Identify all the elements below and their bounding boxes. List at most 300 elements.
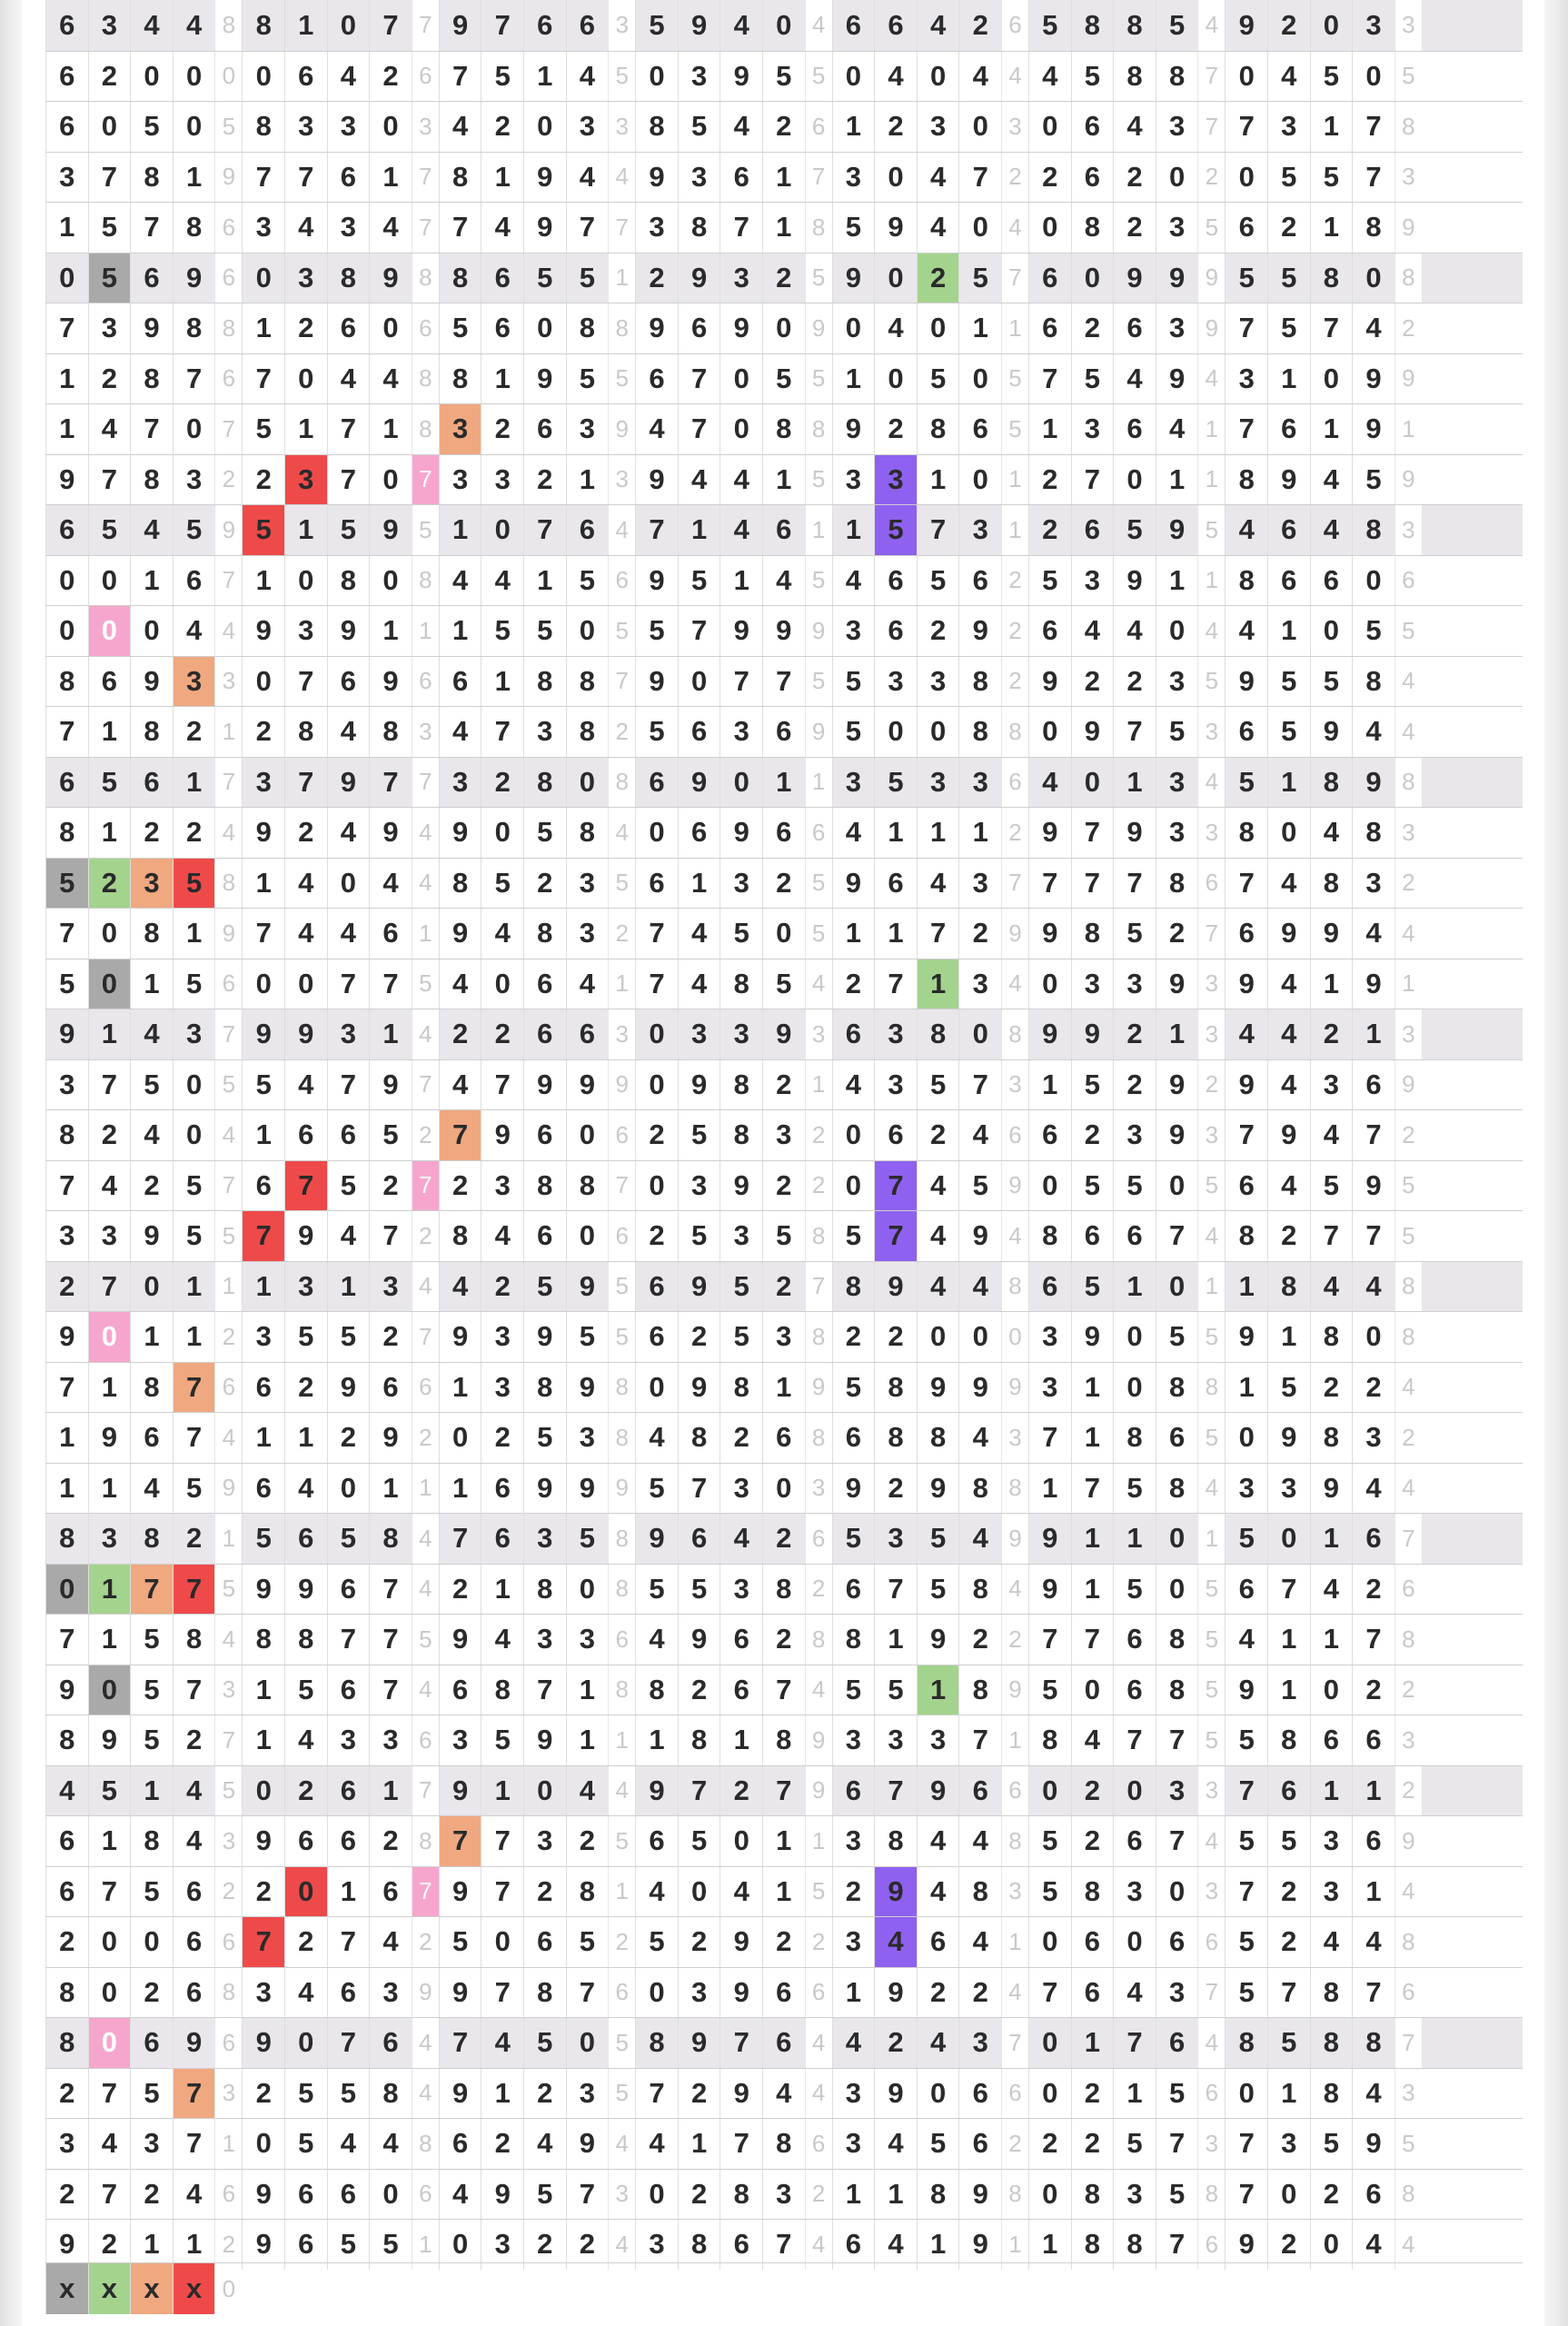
grid-cell[interactable]: 7 bbox=[369, 758, 412, 808]
grid-cell[interactable]: 7 bbox=[481, 1060, 523, 1110]
grid-cell[interactable]: 0 bbox=[523, 303, 566, 353]
grid-cell[interactable]: 6 bbox=[45, 0, 88, 51]
grid-cell[interactable]: 4 bbox=[1310, 455, 1353, 505]
grid-cell[interactable]: 4 bbox=[284, 859, 327, 909]
grid-cell[interactable]: 8 bbox=[130, 354, 173, 404]
grid-cell[interactable]: 0 bbox=[88, 1917, 131, 1967]
grid-cell[interactable]: 3 bbox=[1071, 404, 1114, 454]
grid-cell[interactable]: 1 bbox=[1156, 455, 1198, 505]
grid-cell[interactable]: 6 bbox=[130, 2018, 173, 2068]
grid-cell[interactable]: 0 bbox=[635, 52, 678, 102]
grid-cell[interactable]: 5 bbox=[173, 959, 215, 1009]
grid-cell[interactable]: 0 bbox=[1310, 354, 1353, 404]
grid-cell[interactable]: 4 bbox=[1113, 606, 1156, 656]
grid-cell[interactable]: 7 bbox=[481, 1968, 523, 2018]
grid-cell[interactable]: 7 bbox=[130, 203, 173, 253]
grid-cell[interactable]: 0 bbox=[762, 303, 805, 353]
grid-cell[interactable]: 5 bbox=[1028, 0, 1071, 51]
grid-cell[interactable]: 5 bbox=[1225, 1514, 1267, 1564]
grid-cell[interactable]: 6 bbox=[1352, 2170, 1394, 2220]
grid-cell[interactable]: 0 bbox=[1267, 1514, 1310, 1564]
grid-cell[interactable]: 7 bbox=[439, 203, 481, 253]
grid-cell[interactable]: 4 bbox=[678, 959, 720, 1009]
grid-cell[interactable]: 7 bbox=[1156, 2220, 1198, 2270]
grid-cell[interactable]: 4 bbox=[130, 1464, 173, 1514]
grid-cell[interactable]: 6 bbox=[719, 1665, 762, 1715]
grid-cell[interactable]: 5 bbox=[523, 808, 566, 858]
grid-cell[interactable]: 0 bbox=[1310, 0, 1353, 51]
grid-cell[interactable]: 9 bbox=[1267, 1413, 1310, 1463]
grid-cell[interactable]: 0 bbox=[1310, 1665, 1353, 1715]
grid-cell[interactable]: 0 bbox=[1352, 1312, 1394, 1362]
grid-cell[interactable]: 5 bbox=[678, 1110, 720, 1160]
grid-cell[interactable]: 9 bbox=[242, 1565, 284, 1615]
grid-cell[interactable]: 0 bbox=[1156, 606, 1198, 656]
grid-cell[interactable]: 5 bbox=[566, 253, 609, 303]
grid-cell[interactable]: 4 bbox=[284, 1464, 327, 1514]
grid-cell[interactable]: 2 bbox=[762, 102, 805, 152]
grid-cell[interactable]: 5 bbox=[1028, 1816, 1071, 1866]
grid-cell[interactable]: 0 bbox=[1267, 808, 1310, 858]
grid-cell[interactable]: 2 bbox=[481, 404, 523, 454]
grid-cell[interactable]: 3 bbox=[762, 1312, 805, 1362]
grid-cell[interactable]: 7 bbox=[1225, 1766, 1267, 1816]
grid-cell[interactable]: 3 bbox=[1310, 1816, 1353, 1866]
grid-cell[interactable]: 0 bbox=[917, 303, 959, 353]
grid-cell[interactable]: 9 bbox=[1156, 1060, 1198, 1110]
grid-cell[interactable]: 9 bbox=[369, 505, 412, 555]
grid-cell[interactable]: 3 bbox=[45, 1211, 88, 1261]
grid-cell[interactable]: 0 bbox=[566, 1565, 609, 1615]
grid-cell[interactable]: 0 bbox=[762, 909, 805, 959]
grid-cell[interactable]: 6 bbox=[327, 1968, 370, 2018]
grid-cell[interactable]: 6 bbox=[874, 556, 917, 606]
grid-cell[interactable]: 9 bbox=[242, 2220, 284, 2270]
grid-cell[interactable]: 8 bbox=[1225, 2018, 1267, 2068]
grid-cell[interactable]: 9 bbox=[1352, 2119, 1394, 2169]
grid-cell[interactable]: 9 bbox=[130, 1211, 173, 1261]
grid-cell[interactable]: 9 bbox=[678, 1615, 720, 1665]
grid-cell[interactable]: 6 bbox=[874, 1110, 917, 1160]
grid-cell[interactable]: 7 bbox=[88, 153, 131, 203]
grid-cell[interactable]: 3 bbox=[678, 1161, 720, 1211]
grid-cell[interactable]: 8 bbox=[1310, 1413, 1353, 1463]
grid-cell[interactable]: 6 bbox=[958, 2069, 1001, 2119]
grid-cell[interactable]: 7 bbox=[1310, 1211, 1353, 1261]
grid-cell[interactable]: 1 bbox=[1267, 1665, 1310, 1715]
grid-cell[interactable]: 9 bbox=[719, 606, 762, 656]
grid-cell[interactable]: 2 bbox=[1071, 657, 1114, 707]
grid-cell[interactable]: 1 bbox=[762, 1867, 805, 1917]
grid-cell[interactable]: 3 bbox=[719, 1009, 762, 1059]
grid-cell[interactable]: 2 bbox=[1071, 1766, 1114, 1816]
grid-cell[interactable]: 7 bbox=[1352, 1968, 1394, 2018]
grid-cell[interactable]: 0 bbox=[130, 52, 173, 102]
grid-cell[interactable]: 7 bbox=[242, 909, 284, 959]
grid-cell[interactable]: 9 bbox=[439, 1766, 481, 1816]
grid-cell[interactable]: 1 bbox=[481, 354, 523, 404]
grid-cell[interactable]: 9 bbox=[439, 1312, 481, 1362]
grid-cell[interactable]: 9 bbox=[439, 909, 481, 959]
grid-cell[interactable]: 5 bbox=[1310, 2119, 1353, 2169]
grid-cell[interactable]: 7 bbox=[327, 2018, 370, 2068]
grid-cell[interactable]: 8 bbox=[327, 556, 370, 606]
footer-cell[interactable]: x bbox=[130, 2263, 173, 2314]
grid-cell[interactable]: 9 bbox=[874, 203, 917, 253]
grid-cell[interactable]: 3 bbox=[635, 203, 678, 253]
grid-cell[interactable]: 4 bbox=[832, 556, 875, 606]
grid-cell[interactable]: 4 bbox=[481, 1615, 523, 1665]
grid-cell[interactable]: 2 bbox=[832, 1867, 875, 1917]
grid-cell[interactable]: 7 bbox=[439, 1110, 481, 1160]
grid-cell[interactable]: 5 bbox=[762, 1211, 805, 1261]
grid-cell[interactable]: 4 bbox=[45, 1766, 88, 1816]
grid-cell[interactable]: 9 bbox=[1267, 455, 1310, 505]
grid-cell[interactable]: 3 bbox=[917, 1715, 959, 1765]
grid-cell[interactable]: 3 bbox=[566, 859, 609, 909]
grid-cell[interactable]: 6 bbox=[369, 2018, 412, 2068]
grid-cell[interactable]: 9 bbox=[1028, 808, 1071, 858]
grid-cell[interactable]: 2 bbox=[523, 455, 566, 505]
grid-cell[interactable]: 1 bbox=[874, 909, 917, 959]
grid-cell[interactable]: 6 bbox=[1225, 1565, 1267, 1615]
grid-cell[interactable]: 3 bbox=[439, 758, 481, 808]
grid-cell[interactable]: 9 bbox=[1267, 1110, 1310, 1160]
grid-cell[interactable]: 0 bbox=[917, 1312, 959, 1362]
grid-cell[interactable]: 3 bbox=[1071, 556, 1114, 606]
grid-cell[interactable]: 5 bbox=[566, 1312, 609, 1362]
grid-cell[interactable]: 6 bbox=[327, 1816, 370, 1866]
grid-cell[interactable]: 3 bbox=[719, 1565, 762, 1615]
grid-cell[interactable]: 1 bbox=[481, 1766, 523, 1816]
grid-cell[interactable]: 5 bbox=[1225, 758, 1267, 808]
grid-cell[interactable]: 7 bbox=[439, 1816, 481, 1866]
grid-cell[interactable]: 9 bbox=[242, 2170, 284, 2220]
grid-cell[interactable]: 6 bbox=[635, 1312, 678, 1362]
grid-cell[interactable]: 8 bbox=[45, 1968, 88, 2018]
grid-cell[interactable]: 5 bbox=[1071, 354, 1114, 404]
grid-cell[interactable]: 3 bbox=[45, 2119, 88, 2169]
grid-cell[interactable]: 8 bbox=[369, 2069, 412, 2119]
grid-cell[interactable]: 2 bbox=[917, 1968, 959, 2018]
grid-cell[interactable]: 2 bbox=[1071, 303, 1114, 353]
grid-cell[interactable]: 4 bbox=[1225, 1009, 1267, 1059]
grid-cell[interactable]: 7 bbox=[1071, 455, 1114, 505]
grid-cell[interactable]: 2 bbox=[284, 1766, 327, 1816]
grid-cell[interactable]: 1 bbox=[678, 2119, 720, 2169]
grid-cell[interactable]: 9 bbox=[635, 657, 678, 707]
grid-cell[interactable]: 1 bbox=[1028, 404, 1071, 454]
grid-cell[interactable]: 9 bbox=[832, 859, 875, 909]
grid-cell[interactable]: 2 bbox=[481, 758, 523, 808]
grid-cell[interactable]: 5 bbox=[917, 1565, 959, 1615]
grid-cell[interactable]: 9 bbox=[523, 203, 566, 253]
grid-cell[interactable]: 3 bbox=[439, 404, 481, 454]
grid-cell[interactable]: 9 bbox=[242, 2018, 284, 2068]
grid-cell[interactable]: 1 bbox=[523, 52, 566, 102]
grid-cell[interactable]: 0 bbox=[242, 1766, 284, 1816]
grid-cell[interactable]: 5 bbox=[327, 2220, 370, 2270]
grid-cell[interactable]: 6 bbox=[678, 808, 720, 858]
grid-cell[interactable]: 7 bbox=[1156, 1211, 1198, 1261]
grid-cell[interactable]: 2 bbox=[369, 1312, 412, 1362]
grid-cell[interactable]: 2 bbox=[284, 1917, 327, 1967]
grid-cell[interactable]: 9 bbox=[1156, 505, 1198, 555]
grid-cell[interactable]: 0 bbox=[1028, 959, 1071, 1009]
grid-cell[interactable]: 6 bbox=[481, 303, 523, 353]
grid-cell[interactable]: 6 bbox=[523, 1110, 566, 1160]
grid-cell[interactable]: 3 bbox=[832, 606, 875, 656]
grid-cell[interactable]: 0 bbox=[832, 52, 875, 102]
grid-cell[interactable]: 2 bbox=[1310, 1363, 1353, 1413]
grid-cell[interactable]: 2 bbox=[481, 1413, 523, 1463]
grid-cell[interactable]: 2 bbox=[88, 52, 131, 102]
grid-cell[interactable]: 5 bbox=[719, 909, 762, 959]
grid-cell[interactable]: 1 bbox=[88, 1363, 131, 1413]
grid-cell[interactable]: 9 bbox=[958, 2220, 1001, 2270]
grid-cell[interactable]: 8 bbox=[1071, 203, 1114, 253]
grid-cell[interactable]: 4 bbox=[635, 1413, 678, 1463]
grid-cell[interactable]: 5 bbox=[832, 707, 875, 757]
grid-cell[interactable]: 0 bbox=[958, 1009, 1001, 1059]
grid-cell[interactable]: 3 bbox=[832, 2119, 875, 2169]
grid-cell[interactable]: 2 bbox=[130, 1161, 173, 1211]
grid-cell[interactable]: 4 bbox=[284, 203, 327, 253]
grid-cell[interactable]: 8 bbox=[523, 657, 566, 707]
grid-cell[interactable]: 4 bbox=[1267, 1009, 1310, 1059]
grid-cell[interactable]: 9 bbox=[566, 1060, 609, 1110]
grid-cell[interactable]: 0 bbox=[917, 2069, 959, 2119]
grid-cell[interactable]: 8 bbox=[242, 0, 284, 51]
grid-cell[interactable]: 1 bbox=[874, 2170, 917, 2220]
grid-cell[interactable]: 6 bbox=[1352, 1715, 1394, 1765]
grid-cell[interactable]: 1 bbox=[130, 959, 173, 1009]
grid-cell[interactable]: 1 bbox=[832, 354, 875, 404]
grid-cell[interactable]: 4 bbox=[327, 909, 370, 959]
grid-cell[interactable]: 9 bbox=[1225, 657, 1267, 707]
grid-cell[interactable]: 4 bbox=[719, 102, 762, 152]
grid-cell[interactable]: 7 bbox=[566, 2170, 609, 2220]
grid-cell[interactable]: 5 bbox=[762, 959, 805, 1009]
grid-cell[interactable]: 3 bbox=[523, 1514, 566, 1564]
grid-cell[interactable]: 0 bbox=[439, 2220, 481, 2270]
grid-cell[interactable]: 9 bbox=[1352, 354, 1394, 404]
grid-cell[interactable]: 1 bbox=[566, 1715, 609, 1765]
grid-cell[interactable]: 9 bbox=[678, 1363, 720, 1413]
grid-cell[interactable]: 5 bbox=[1156, 2170, 1198, 2220]
grid-cell[interactable]: 6 bbox=[45, 52, 88, 102]
grid-cell[interactable]: 3 bbox=[1267, 2119, 1310, 2169]
grid-cell[interactable]: 3 bbox=[678, 1968, 720, 2018]
grid-cell[interactable]: 8 bbox=[635, 1665, 678, 1715]
grid-cell[interactable]: 3 bbox=[678, 153, 720, 203]
grid-cell[interactable]: 6 bbox=[874, 0, 917, 51]
grid-cell[interactable]: 1 bbox=[1225, 1363, 1267, 1413]
grid-cell[interactable]: 8 bbox=[762, 2119, 805, 2169]
grid-cell[interactable]: 1 bbox=[88, 1816, 131, 1866]
grid-cell[interactable]: 1 bbox=[1071, 2018, 1114, 2068]
grid-cell[interactable]: 3 bbox=[762, 1110, 805, 1160]
grid-cell[interactable]: 9 bbox=[439, 1867, 481, 1917]
grid-cell[interactable]: 9 bbox=[832, 253, 875, 303]
grid-cell[interactable]: 1 bbox=[958, 303, 1001, 353]
grid-cell[interactable]: 6 bbox=[481, 1514, 523, 1564]
grid-cell[interactable]: 8 bbox=[1310, 859, 1353, 909]
grid-cell[interactable]: 2 bbox=[917, 606, 959, 656]
grid-cell[interactable]: 9 bbox=[439, 0, 481, 51]
grid-cell[interactable]: 5 bbox=[130, 1615, 173, 1665]
grid-cell[interactable]: 1 bbox=[762, 455, 805, 505]
grid-cell[interactable]: 4 bbox=[1267, 1060, 1310, 1110]
grid-cell[interactable]: 3 bbox=[1156, 758, 1198, 808]
grid-cell[interactable]: 9 bbox=[635, 153, 678, 203]
grid-cell[interactable]: 0 bbox=[635, 1009, 678, 1059]
grid-cell[interactable]: 1 bbox=[1267, 1312, 1310, 1362]
grid-cell[interactable]: 2 bbox=[242, 1867, 284, 1917]
grid-cell[interactable]: 1 bbox=[1352, 1867, 1394, 1917]
grid-cell[interactable]: 8 bbox=[1028, 1715, 1071, 1765]
grid-cell[interactable]: 4 bbox=[130, 1110, 173, 1160]
grid-cell[interactable]: 1 bbox=[1028, 1060, 1071, 1110]
grid-cell[interactable]: 2 bbox=[1113, 657, 1156, 707]
grid-cell[interactable]: 9 bbox=[45, 1009, 88, 1059]
grid-cell[interactable]: 4 bbox=[173, 1816, 215, 1866]
grid-cell[interactable]: 9 bbox=[678, 1262, 720, 1312]
grid-cell[interactable]: 8 bbox=[1352, 808, 1394, 858]
grid-cell[interactable]: 6 bbox=[481, 253, 523, 303]
grid-cell[interactable]: 8 bbox=[284, 707, 327, 757]
grid-cell[interactable]: 6 bbox=[1267, 1766, 1310, 1816]
grid-cell[interactable]: 2 bbox=[1113, 1060, 1156, 1110]
grid-cell[interactable]: 1 bbox=[678, 859, 720, 909]
grid-cell[interactable]: 8 bbox=[1352, 657, 1394, 707]
grid-cell[interactable]: 3 bbox=[130, 2119, 173, 2169]
grid-cell[interactable]: 3 bbox=[45, 1060, 88, 1110]
grid-cell[interactable]: 6 bbox=[284, 1110, 327, 1160]
grid-cell[interactable]: 3 bbox=[284, 253, 327, 303]
grid-cell[interactable]: 2 bbox=[678, 1917, 720, 1967]
grid-cell[interactable]: 0 bbox=[1113, 1363, 1156, 1413]
grid-cell[interactable]: 6 bbox=[719, 2220, 762, 2270]
grid-cell[interactable]: 1 bbox=[327, 1262, 370, 1312]
grid-cell[interactable]: 0 bbox=[45, 606, 88, 656]
grid-cell[interactable]: 2 bbox=[1352, 1665, 1394, 1715]
grid-cell[interactable]: 2 bbox=[762, 1615, 805, 1665]
grid-cell[interactable]: 3 bbox=[523, 707, 566, 757]
grid-cell[interactable]: 0 bbox=[1028, 102, 1071, 152]
grid-cell[interactable]: 5 bbox=[678, 1816, 720, 1866]
grid-cell[interactable]: 8 bbox=[958, 1665, 1001, 1715]
grid-cell[interactable]: 1 bbox=[173, 1312, 215, 1362]
grid-cell[interactable]: 0 bbox=[284, 556, 327, 606]
grid-cell[interactable]: 5 bbox=[1225, 1917, 1267, 1967]
grid-cell[interactable]: 4 bbox=[369, 354, 412, 404]
grid-cell[interactable]: 0 bbox=[566, 1211, 609, 1261]
grid-cell[interactable]: 9 bbox=[719, 808, 762, 858]
grid-cell[interactable]: 3 bbox=[832, 758, 875, 808]
grid-cell[interactable]: 5 bbox=[1267, 2018, 1310, 2068]
grid-cell[interactable]: 2 bbox=[242, 2069, 284, 2119]
grid-cell[interactable]: 4 bbox=[439, 1262, 481, 1312]
grid-cell[interactable]: 4 bbox=[832, 1060, 875, 1110]
grid-cell[interactable]: 7 bbox=[678, 1766, 720, 1816]
grid-cell[interactable]: 8 bbox=[1225, 808, 1267, 858]
grid-cell[interactable]: 9 bbox=[1225, 1060, 1267, 1110]
grid-cell[interactable]: 5 bbox=[719, 1262, 762, 1312]
grid-cell[interactable]: 7 bbox=[1352, 102, 1394, 152]
grid-cell[interactable]: 7 bbox=[762, 657, 805, 707]
grid-cell[interactable]: 2 bbox=[566, 2220, 609, 2270]
grid-cell[interactable]: 3 bbox=[242, 1968, 284, 2018]
grid-cell[interactable]: 2 bbox=[242, 455, 284, 505]
grid-cell[interactable]: 7 bbox=[481, 707, 523, 757]
grid-cell[interactable]: 6 bbox=[439, 657, 481, 707]
grid-cell[interactable]: 0 bbox=[958, 102, 1001, 152]
grid-cell[interactable]: 1 bbox=[284, 0, 327, 51]
grid-cell[interactable]: 8 bbox=[45, 657, 88, 707]
grid-cell[interactable]: 6 bbox=[523, 404, 566, 454]
grid-cell[interactable]: 8 bbox=[917, 404, 959, 454]
grid-cell[interactable]: 8 bbox=[130, 909, 173, 959]
grid-cell[interactable]: 9 bbox=[1156, 253, 1198, 303]
grid-cell[interactable]: 1 bbox=[45, 354, 88, 404]
grid-cell[interactable]: 8 bbox=[832, 1262, 875, 1312]
grid-cell[interactable]: 3 bbox=[1113, 1867, 1156, 1917]
grid-cell[interactable]: 5 bbox=[130, 2069, 173, 2119]
grid-cell[interactable]: 9 bbox=[130, 303, 173, 353]
grid-cell[interactable]: 6 bbox=[958, 556, 1001, 606]
grid-cell[interactable]: 6 bbox=[1028, 606, 1071, 656]
grid-cell[interactable]: 3 bbox=[1267, 102, 1310, 152]
grid-cell[interactable]: 0 bbox=[481, 808, 523, 858]
grid-cell[interactable]: 8 bbox=[719, 959, 762, 1009]
grid-cell[interactable]: 7 bbox=[1225, 2119, 1267, 2169]
grid-cell[interactable]: 8 bbox=[523, 1161, 566, 1211]
grid-cell[interactable]: 1 bbox=[481, 1565, 523, 1615]
grid-cell[interactable]: 1 bbox=[327, 1867, 370, 1917]
grid-cell[interactable]: 0 bbox=[173, 404, 215, 454]
grid-cell[interactable]: 4 bbox=[1113, 1968, 1156, 2018]
grid-cell[interactable]: 8 bbox=[1310, 758, 1353, 808]
grid-cell[interactable]: 1 bbox=[369, 153, 412, 203]
grid-cell[interactable]: 7 bbox=[1352, 1211, 1394, 1261]
grid-cell[interactable]: 9 bbox=[1225, 1665, 1267, 1715]
grid-cell[interactable]: 1 bbox=[88, 1464, 131, 1514]
grid-cell[interactable]: 8 bbox=[439, 859, 481, 909]
grid-cell[interactable]: 6 bbox=[635, 859, 678, 909]
grid-cell[interactable]: 6 bbox=[678, 707, 720, 757]
grid-cell[interactable]: 6 bbox=[719, 153, 762, 203]
grid-cell[interactable]: 6 bbox=[635, 1816, 678, 1866]
grid-cell[interactable]: 6 bbox=[130, 758, 173, 808]
grid-cell[interactable]: 3 bbox=[481, 1363, 523, 1413]
grid-cell[interactable]: 2 bbox=[566, 1816, 609, 1866]
grid-cell[interactable]: 7 bbox=[481, 1816, 523, 1866]
grid-cell[interactable]: 4 bbox=[439, 2170, 481, 2220]
grid-cell[interactable]: 6 bbox=[958, 2119, 1001, 2169]
grid-cell[interactable]: 9 bbox=[719, 52, 762, 102]
grid-cell[interactable]: 0 bbox=[635, 1161, 678, 1211]
grid-cell[interactable]: 9 bbox=[242, 606, 284, 656]
grid-cell[interactable]: 0 bbox=[369, 303, 412, 353]
grid-cell[interactable]: 3 bbox=[958, 2018, 1001, 2068]
grid-cell[interactable]: 6 bbox=[1113, 1211, 1156, 1261]
grid-cell[interactable]: 2 bbox=[369, 52, 412, 102]
grid-cell[interactable]: 6 bbox=[874, 859, 917, 909]
grid-cell[interactable]: 5 bbox=[635, 1464, 678, 1514]
grid-cell[interactable]: 0 bbox=[1352, 253, 1394, 303]
grid-cell[interactable]: 7 bbox=[1156, 2119, 1198, 2169]
